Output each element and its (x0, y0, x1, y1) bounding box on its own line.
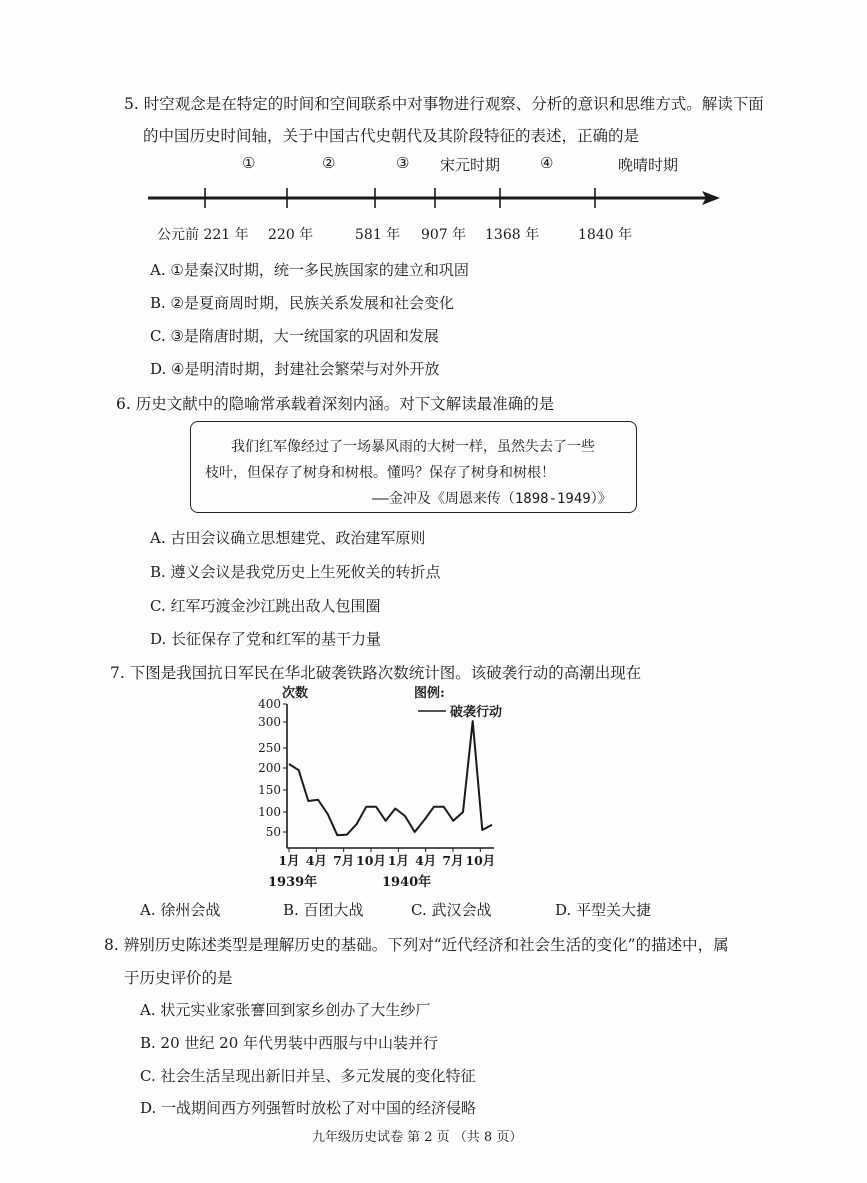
q8-option-b[interactable]: B. 20 世纪 20 年代男装中西服与中山装并行 (140, 1034, 439, 1052)
q5-stem-line1: 5. 时空观念是在特定的时间和空间联系中对事物进行观察、分析的意识和思维方式。解读下面 (124, 95, 764, 113)
year-label-1940: 1940年 (382, 875, 432, 890)
timeline-label-5: ④ (540, 154, 554, 172)
y-tick-label: 300 (258, 715, 281, 729)
x-tick-label: 1月 (278, 853, 300, 868)
timeline-year-5: 1368 年 (485, 227, 540, 243)
x-tick-label: 4月 (415, 853, 437, 868)
q7-option-b[interactable]: B. 百团大战 (283, 901, 364, 919)
q5-option-c[interactable]: C. ③是隋唐时期，大一统国家的巩固和发展 (150, 327, 439, 345)
q8-option-d[interactable]: D. 一战期间西方列强暂时放松了对中国的经济侵略 (140, 1099, 477, 1117)
q6-option-a[interactable]: A. 古田会议确立思想建党、政治建军原则 (150, 529, 426, 547)
q8-option-a[interactable]: A. 状元实业家张謇回到家乡创办了大生纱厂 (140, 1001, 431, 1019)
chart-ylabel: 次数 (282, 686, 309, 701)
y-tick-label: 50 (265, 825, 281, 839)
timeline-year-3: 581 年 (355, 227, 401, 243)
timeline-year-6: 1840 年 (578, 227, 633, 243)
x-tick-label: 1月 (387, 853, 409, 868)
q5-option-d[interactable]: D. ④是明清时期，封建社会繁荣与对外开放 (150, 360, 440, 378)
series-line-posi (289, 721, 492, 835)
year-label-1939: 1939年 (268, 875, 318, 890)
x-tick-label: 4月 (305, 853, 327, 868)
q5-option-b[interactable]: B. ②是夏商周时期，民族关系发展和社会变化 (150, 294, 455, 312)
timeline-label-1: ① (242, 154, 256, 172)
q6-option-d[interactable]: D. 长征保存了党和红军的基干力量 (150, 630, 382, 648)
timeline-label-2: ② (322, 154, 336, 172)
timeline-label-6: 晚晴时期 (618, 156, 679, 174)
legend-series-name: 破袭行动 (450, 705, 503, 720)
timeline-label-4: 宋元时期 (440, 156, 501, 174)
y-tick-label: 400 (258, 697, 281, 711)
x-tick-label: 7月 (333, 853, 355, 868)
q5-option-a[interactable]: A. ①是秦汉时期，统一多民族国家的建立和巩固 (150, 261, 469, 279)
x-tick-label: 7月 (442, 853, 464, 868)
y-tick-label: 200 (258, 761, 281, 775)
x-tick-label: 10月 (465, 853, 496, 868)
q6-option-b[interactable]: B. 遵义会议是我党历史上生死攸关的转折点 (150, 563, 441, 581)
y-tick-label: 100 (258, 805, 281, 819)
q8-stem-line2: 于历史评价的是 (124, 969, 233, 987)
x-tick-label: 10月 (356, 853, 386, 868)
timeline-year-2: 220 年 (268, 227, 314, 243)
q5-stem-line2: 的中国历史时间轴，关于中国古代史朝代及其阶段特征的表述，正确的是 (143, 127, 640, 145)
timeline-year-4: 907 年 (421, 227, 467, 243)
page-footer: 九年级历史试卷 第 2 页 （共 8 页） (312, 1130, 523, 1145)
q6-option-c[interactable]: C. 红军巧渡金沙江跳出敌人包围圈 (150, 597, 381, 615)
q6-stem: 6. 历史文献中的隐喻常承载着深刻内涵。对下文解读最准确的是 (116, 395, 555, 413)
timeline-year-1: 公元前 221 年 (157, 227, 249, 243)
q7-option-c[interactable]: C. 武汉会战 (411, 901, 492, 919)
chart-legend-title: 图例: (414, 686, 445, 701)
q7-option-d[interactable]: D. 平型关大捷 (555, 901, 652, 919)
quote-line1: 我们红军像经过了一场暴风雨的大树一样，虽然失去了一些 (231, 439, 595, 455)
q8-option-c[interactable]: C. 社会生活呈现出新旧并呈、多元发展的变化特征 (140, 1067, 476, 1085)
q7-option-a[interactable]: A. 徐州会战 (140, 901, 221, 919)
timeline-label-3: ③ (396, 154, 410, 172)
y-tick-label: 150 (258, 783, 281, 797)
q8-stem-line1: 8. 辨别历史陈述类型是理解历史的基础。下列对“近代经济和社会生活的变化”的描述中，属 (104, 936, 729, 954)
q7-stem: 7. 下图是我国抗日军民在华北破袭铁路次数统计图。该破袭行动的高潮出现在 (110, 664, 642, 682)
quote-source: ——金冲及《周恩来传（1898-1949）》 (372, 491, 612, 507)
y-tick-label: 250 (258, 741, 281, 755)
quote-line2: 枝叶，但保存了树身和树根。懂吗？保存了树身和树根！ (205, 465, 555, 481)
